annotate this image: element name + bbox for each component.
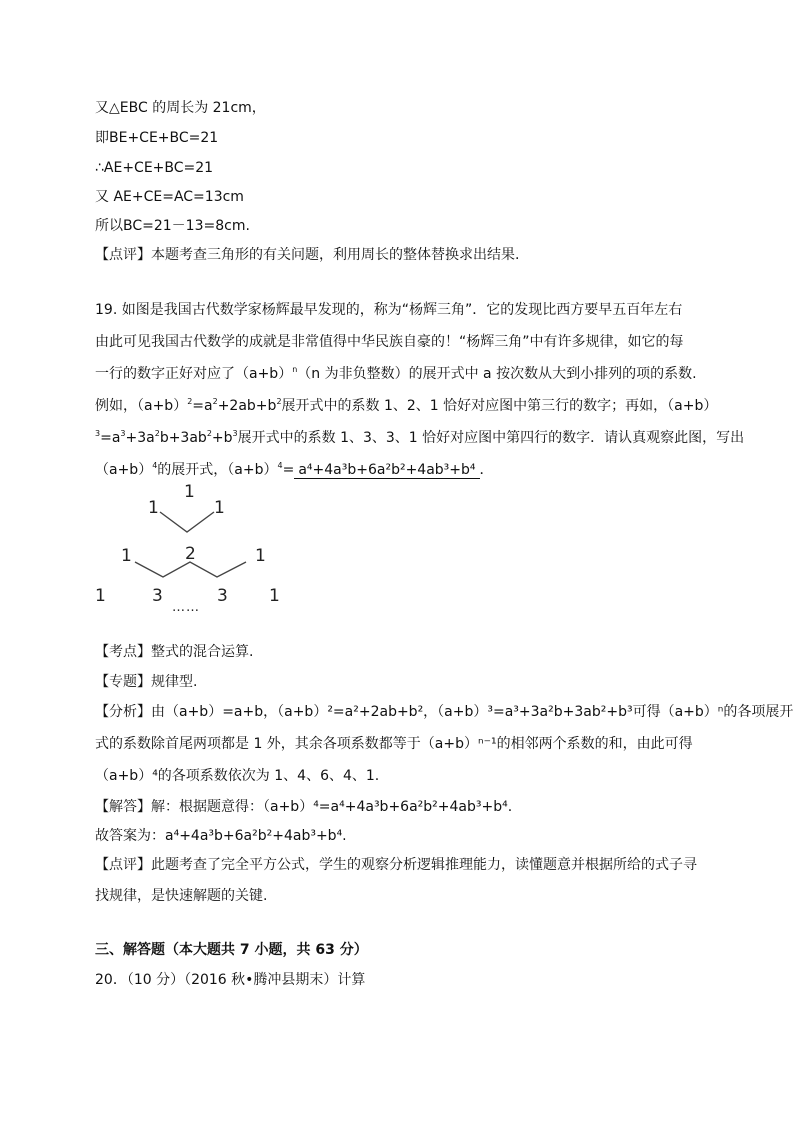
superscript: 2 xyxy=(187,397,193,406)
text-span: ． xyxy=(479,462,494,478)
superscript: n xyxy=(292,365,298,374)
dianping-line-1 xyxy=(95,855,697,875)
fenxi-text: 由（a+b）=a+b，（a+b）²=a²+2ab+b²，（a+b）³=a³+3a²b+3ab²+b³可得（a+b）ⁿ的各项展开 xyxy=(151,704,794,720)
question-19-line-3 xyxy=(95,364,697,384)
comment-tag: 【点评】 xyxy=(95,247,151,263)
zhuanti-line xyxy=(95,672,197,692)
text-span: +3a xyxy=(125,430,155,446)
text-line: 又 AE+CE=AC=13cm xyxy=(95,189,244,205)
triangle-number: 1 xyxy=(95,586,106,606)
question-19-line-1: 19. 如图是我国古代数学家杨辉最早发现的，称为“杨辉三角”．它的发现比西方要早五百年左右 xyxy=(95,302,683,318)
dianping-tag: 【点评】 xyxy=(95,857,151,873)
kaodian-text: 整式的混合运算. xyxy=(151,644,254,660)
triangle-number: 2 xyxy=(185,544,196,564)
triangle-number: 1 xyxy=(214,498,225,518)
triangle-number: 1 xyxy=(121,546,132,566)
kaodian-line xyxy=(95,642,253,662)
zhuanti-text: 规律型. xyxy=(151,674,198,690)
text-line: ∴AE+CE+BC=21 xyxy=(95,160,214,176)
fenxi-tag: 【分析】 xyxy=(95,704,151,720)
text-span: （n 为非负整数）的展开式中 a 按次数从大到小排列的项的系数. xyxy=(297,366,697,382)
superscript: 4 xyxy=(152,461,158,470)
jieda-line xyxy=(95,797,512,817)
text-span: = xyxy=(282,462,295,478)
superscript: 3 xyxy=(120,429,126,438)
comment-line xyxy=(95,245,519,265)
comment-text: 本题考查三角形的有关问题，利用周长的整体替换求出结果. xyxy=(151,247,520,263)
text-line: 即BE+CE+BC=21 xyxy=(95,130,219,146)
zhuanti-tag: 【专题】 xyxy=(95,674,151,690)
superscript: 2 xyxy=(212,397,218,406)
text-span: 一行的数字正好对应了（a+b） xyxy=(95,366,293,382)
text-span: 展开式中的系数 1、3、3、1 恰好对应图中第四行的数字．请认真观察此图，写出 xyxy=(237,430,745,446)
text-span: 展开式中的系数 1、2、1 恰好对应图中第三行的数字；再如，（a+b） xyxy=(281,398,718,414)
triangle-number: 3 xyxy=(217,586,228,606)
text-span: =a xyxy=(100,430,121,446)
question-19-line-4 xyxy=(95,396,717,416)
fenxi-line-2: 式的系数除首尾两项都是 1 外，其余各项系数都等于（a+b）ⁿ⁻¹的相邻两个系数的和，由此可得 xyxy=(95,736,693,752)
superscript: 2 xyxy=(276,397,282,406)
kaodian-tag: 【考点】 xyxy=(95,644,151,660)
text-span: 的展开式，（a+b） xyxy=(157,462,278,478)
superscript: 3 xyxy=(95,429,101,438)
triangle-number: 3 xyxy=(152,586,163,606)
superscript: 2 xyxy=(206,429,212,438)
dianping-line-2: 找规律，是快速解题的关键. xyxy=(95,888,268,904)
answer-line: 故答案为：a⁴+4a³b+6a²b²+4ab³+b⁴. xyxy=(95,828,347,844)
text-span: =a xyxy=(192,398,213,414)
yanghui-triangle-figure xyxy=(90,480,290,620)
answer-blank: a⁴+4a³b+6a²b²+4ab³+b⁴ xyxy=(294,462,479,479)
question-19-line-2: 由此可见我国古代数学的成就是非常值得中华民族自豪的！“杨辉三角”中有许多规律，如它的每 xyxy=(95,334,684,350)
question-19-line-5 xyxy=(95,428,744,448)
triangle-number: 1 xyxy=(269,586,280,606)
superscript: 3 xyxy=(232,429,238,438)
text-span: b+3ab xyxy=(159,430,207,446)
fenxi-line-1 xyxy=(95,702,793,722)
fenxi-line-3: （a+b）⁴的各项系数依次为 1、4、6、4、1. xyxy=(95,768,380,784)
text-line: 又△EBC 的周长为 21cm， xyxy=(95,100,266,116)
triangle-number: 1 xyxy=(148,498,159,518)
text-span: 例如，（a+b） xyxy=(95,398,188,414)
text-span: （a+b） xyxy=(95,462,153,478)
text-span: +b xyxy=(211,430,233,446)
question-19-line-6 xyxy=(95,460,494,480)
triangle-number: 1 xyxy=(184,482,195,502)
superscript: 2 xyxy=(154,429,160,438)
superscript: 4 xyxy=(277,461,283,470)
jieda-text: 解：根据题意得：（a+b）⁴=a⁴+4a³b+6a²b²+4ab³+b⁴. xyxy=(151,799,513,815)
section-heading: 三、解答题（本大题共 7 小题，共 63 分） xyxy=(95,942,368,958)
dianping-text: 此题考查了完全平方公式，学生的观察分析逻辑推理能力，读懂题意并根据所给的式子寻 xyxy=(151,857,697,873)
text-line: 所以BC=21－13=8cm. xyxy=(95,218,250,234)
text-span: +2ab+b xyxy=(217,398,277,414)
triangle-ellipsis: …… xyxy=(172,600,200,615)
jieda-tag: 【解答】 xyxy=(95,799,151,815)
question-20: 20．（10 分）（2016 秋•腾冲县期末）计算 xyxy=(95,972,366,988)
triangle-number: 1 xyxy=(255,546,266,566)
